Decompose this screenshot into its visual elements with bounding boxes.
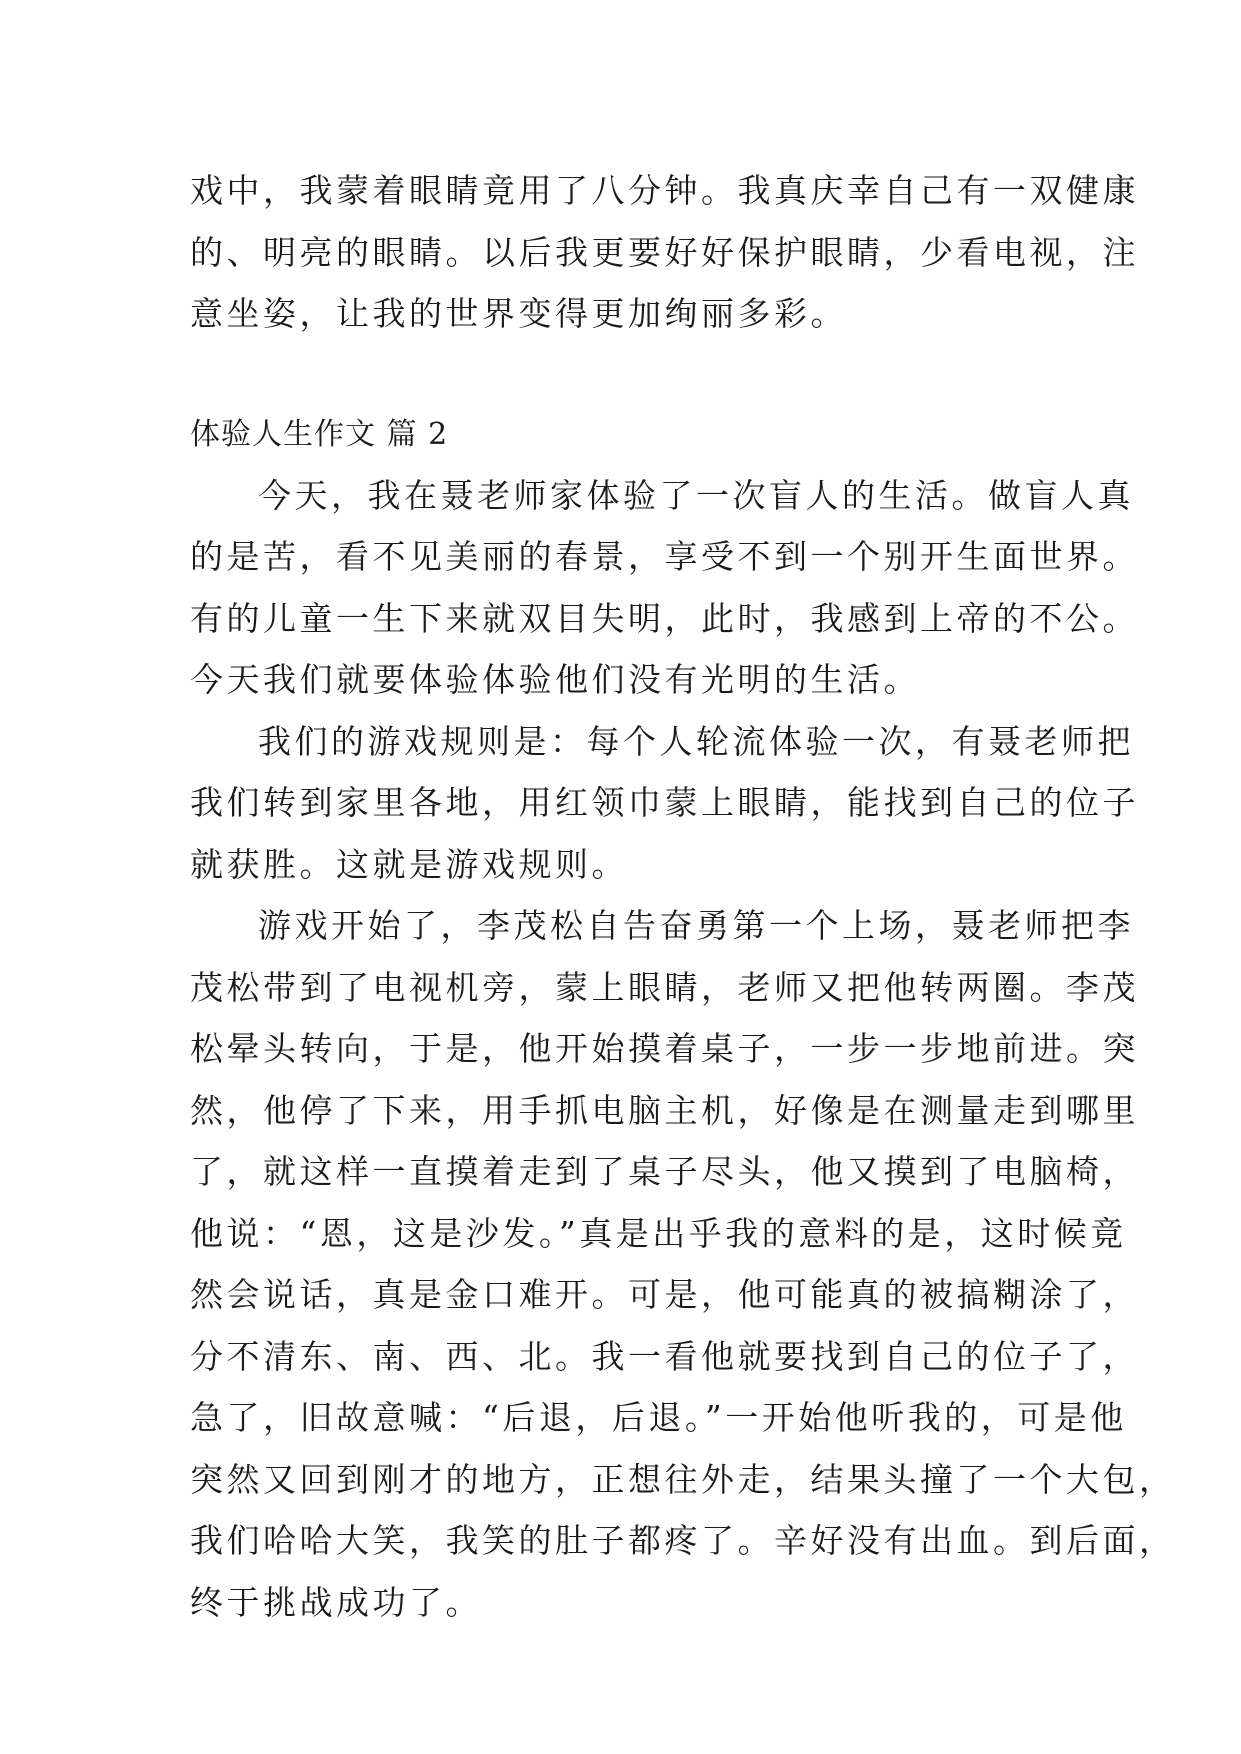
- body-line: 意坐姿，让我的世界变得更加绚丽多彩。: [190, 294, 847, 333]
- body-line: 然会说话，真是金口难开。可是，他可能真的被搞糊涂了，: [190, 1275, 1139, 1314]
- body-line: 分不清东、南、西、北。我一看他就要找到自己的位子了，: [190, 1336, 1139, 1376]
- section-gap: [190, 345, 1060, 405]
- section-heading: 体验人生作文 篇 2: [190, 416, 449, 452]
- body-line: 就获胜。这就是游戏规则。: [190, 844, 628, 884]
- document-body: [190, 160, 1176, 1633]
- body-line: 然，他停了下来，用手抓电脑主机，好像是在测量走到哪里: [190, 1090, 1139, 1130]
- body-line: 有的儿童一生下来就双目失明，此时，我感到上帝的不公。: [190, 598, 1139, 638]
- paragraph-3: [190, 895, 1176, 1633]
- body-line: 今天我们就要体验体验他们没有光明的生活。: [190, 660, 920, 699]
- paragraph-1: [190, 465, 1139, 711]
- body-line: 我们转到家里各地，用红领巾蒙上眼睛，能找到自己的位子: [190, 783, 1139, 822]
- body-line: 茂松带到了电视机旁，蒙上眼睛，老师又把他转两圈。李茂: [190, 967, 1139, 1007]
- body-line: 急了，旧故意喊：“后退，后退。”一开始他听我的，可是他: [190, 1398, 1127, 1437]
- previous-section-tail: [190, 160, 1139, 345]
- paragraph-2: [190, 711, 1139, 896]
- body-line: 松晕头转向，于是，他开始摸着桌子，一步一步地前进。突: [190, 1029, 1139, 1068]
- body-line: 终于挑战成功了。: [190, 1582, 482, 1622]
- body-line: 突然又回到刚才的地方，正想往外走，结果头撞了一个大包，: [190, 1459, 1176, 1499]
- body-line: 的、明亮的眼睛。以后我更要好好保护眼睛，少看电视，注: [190, 232, 1139, 272]
- body-line: 今天，我在聂老师家体验了一次盲人的生活。做盲人真: [258, 475, 1134, 515]
- body-line: 了，就这样一直摸着走到了桌子尽头，他又摸到了电脑椅，: [190, 1152, 1139, 1191]
- body-line: 他说：“恩，这是沙发。”真是出乎我的意料的是，这时候竟: [190, 1213, 1127, 1253]
- body-line: 我们哈哈大笑，我笑的肚子都疼了。辛好没有出血。到后面，: [190, 1521, 1176, 1560]
- body-line: 我们的游戏规则是：每个人轮流体验一次，有聂老师把: [258, 721, 1134, 761]
- body-line: 游戏开始了，李茂松自告奋勇第一个上场，聂老师把李: [258, 906, 1134, 945]
- body-line: 戏中，我蒙着眼睛竟用了八分钟。我真庆幸自己有一双健康: [190, 171, 1139, 210]
- body-line: 的是苦，看不见美丽的春景，享受不到一个别开生面世界。: [190, 537, 1139, 576]
